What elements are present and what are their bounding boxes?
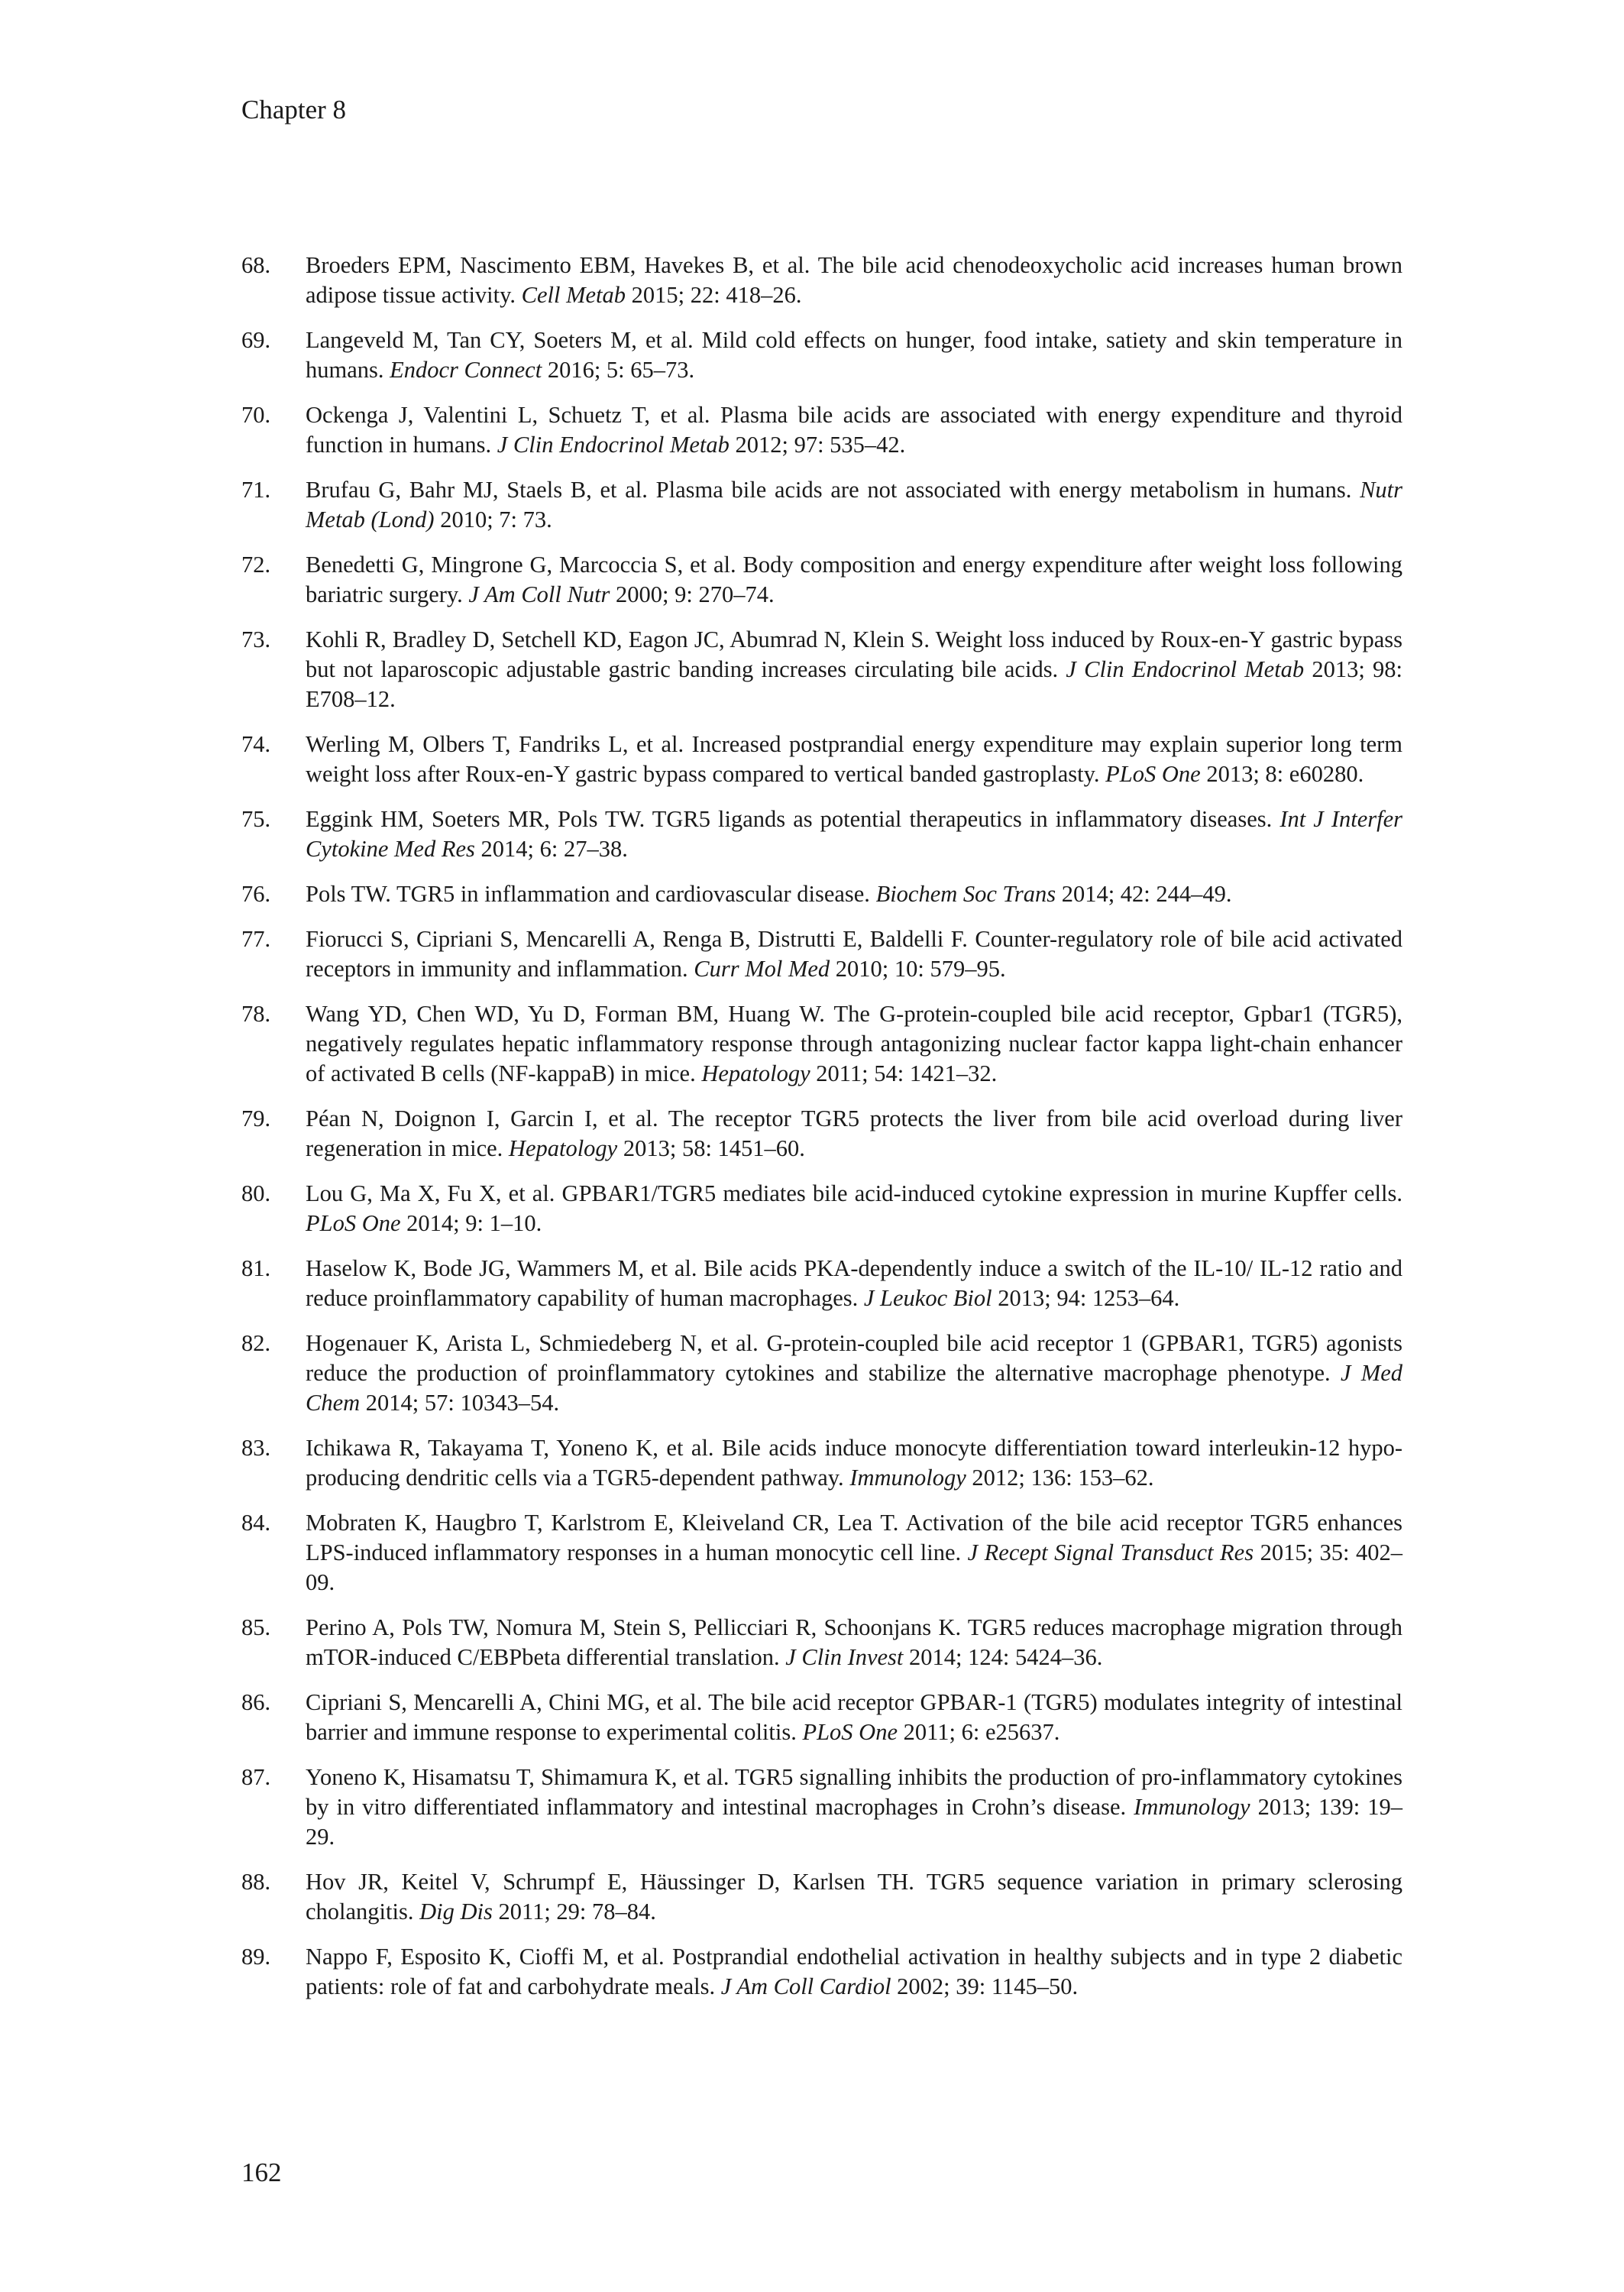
reference-text: [306, 550, 1402, 610]
reference-item: [241, 1508, 1402, 1598]
reference-journal: PLoS One: [306, 1210, 401, 1236]
reference-text: [306, 999, 1402, 1089]
reference-journal: J Clin Endocrinol Metab: [1066, 656, 1305, 682]
reference-text: [306, 1688, 1402, 1747]
reference-citation: 2014; 124: 5424–36.: [903, 1644, 1103, 1670]
reference-body: Wang YD, Chen WD, Yu D, Forman BM, Huang W. The G-protein-coupled bile acid receptor, Gpbar1 (TGR5), negatively regulates hepatic inflammatory response through antagonizing nuclear factor kappa light-chain enhancer of activated B cells (NF-kappaB) in mice.: [306, 1001, 1402, 1086]
reference-body: Pols TW. TGR5 in inflammation and cardiovascular disease.: [306, 881, 876, 907]
reference-text: [306, 1942, 1402, 2002]
reference-body: Mobraten K, Haugbro T, Karlstrom E, Kleiveland CR, Lea T. Activation of the bile acid receptor TGR5 enhances LPS-induced inflammatory responses in a human monocytic cell line.: [306, 1510, 1402, 1565]
reference-number: 89.: [241, 1944, 271, 1970]
reference-body: Brufau G, Bahr MJ, Staels B, et al. Plasma bile acids are not associated with energy metabolism in humans.: [306, 477, 1360, 503]
reference-number: 69.: [241, 327, 271, 353]
reference-item: [241, 1613, 1402, 1672]
reference-body: Ichikawa R, Takayama T, Yoneno K, et al. Bile acids induce monocyte differentiation toward interleukin-12 hypo-producing dendritic cells via a TGR5-dependent pathway.: [306, 1435, 1402, 1491]
reference-text: [306, 730, 1402, 789]
reference-body: Nappo F, Esposito K, Cioffi M, et al. Postprandial endothelial activation in healthy subjects and in type 2 diabetic patients: role of fat and carbohydrate meals.: [306, 1944, 1402, 1999]
reference-item: [241, 804, 1402, 864]
reference-citation: 2016; 5: 65–73.: [542, 357, 695, 383]
reference-text: [306, 1179, 1402, 1238]
reference-citation: 2002; 39: 1145–50.: [891, 1973, 1079, 1999]
reference-text: [306, 1104, 1402, 1164]
reference-body: Benedetti G, Mingrone G, Marcoccia S, et al. Body composition and energy expenditure after weight loss following bariatric surgery.: [306, 552, 1402, 607]
reference-body: Langeveld M, Tan CY, Soeters M, et al. Mild cold effects on hunger, food intake, satiety and skin temperature in humans.: [306, 327, 1402, 383]
reference-citation: 2011; 6: e25637.: [898, 1719, 1060, 1745]
reference-number: 79.: [241, 1106, 271, 1131]
reference-body: Lou G, Ma X, Fu X, et al. GPBAR1/TGR5 mediates bile acid-induced cytokine expression in murine Kupffer cells.: [306, 1180, 1402, 1206]
reference-journal: J Recept Signal Transduct Res: [967, 1539, 1254, 1565]
reference-text: [306, 924, 1402, 984]
reference-journal: J Med Chem: [306, 1360, 1402, 1416]
reference-number: 77.: [241, 926, 271, 952]
reference-journal: Cell Metab: [521, 282, 626, 308]
reference-number: 71.: [241, 477, 271, 503]
reference-text: [306, 1254, 1402, 1313]
reference-item: [241, 1688, 1402, 1747]
reference-citation: 2011; 29: 78–84.: [492, 1899, 656, 1925]
reference-citation: 2013; 94: 1253–64.: [992, 1285, 1180, 1311]
reference-body: Kohli R, Bradley D, Setchell KD, Eagon JC, Abumrad N, Klein S. Weight loss induced by Roux-en-Y gastric bypass but not laparoscopic adjustable gastric banding increases circulating bile acids.: [306, 626, 1402, 682]
reference-text: [306, 804, 1402, 864]
reference-body: Werling M, Olbers T, Fandriks L, et al. Increased postprandial energy expenditure may explain superior long term weight loss after Roux-en-Y gastric bypass compared to vertical banded gastroplasty.: [306, 731, 1402, 787]
reference-item: [241, 1867, 1402, 1927]
reference-body: Fiorucci S, Cipriani S, Mencarelli A, Renga B, Distrutti E, Baldelli F. Counter-regulatory role of bile acid activated receptors in immunity and inflammation.: [306, 926, 1402, 982]
reference-number: 82.: [241, 1330, 271, 1356]
reference-item: [241, 879, 1402, 909]
reference-text: [306, 879, 1402, 909]
reference-journal: Immunology: [1134, 1794, 1250, 1820]
reference-item: [241, 730, 1402, 789]
reference-journal: J Leukoc Biol: [863, 1285, 992, 1311]
reference-journal: Dig Dis: [419, 1899, 493, 1925]
reference-item: [241, 325, 1402, 385]
reference-body: Broeders EPM, Nascimento EBM, Havekes B, et al. The bile acid chenodeoxycholic acid increases human brown adipose tissue activity.: [306, 252, 1402, 308]
reference-item: [241, 550, 1402, 610]
reference-journal: Biochem Soc Trans: [875, 881, 1056, 907]
reference-journal: Endocr Connect: [390, 357, 542, 383]
reference-item: [241, 1433, 1402, 1493]
reference-citation: 2014; 9: 1–10.: [400, 1210, 542, 1236]
reference-journal: J Am Coll Nutr: [468, 581, 610, 607]
reference-item: [241, 1763, 1402, 1852]
reference-text: [306, 1508, 1402, 1598]
reference-body: Eggink HM, Soeters MR, Pols TW. TGR5 ligands as potential therapeutics in inflammatory diseases.: [306, 806, 1280, 832]
reference-citation: 2013; 139: 19–29.: [306, 1794, 1402, 1850]
reference-number: 83.: [241, 1435, 271, 1461]
reference-citation: 2013; 58: 1451–60.: [617, 1135, 805, 1161]
reference-number: 87.: [241, 1764, 271, 1790]
reference-body: Yoneno K, Hisamatsu T, Shimamura K, et al. TGR5 signalling inhibits the production of pro-inflammatory cytokines by in vitro differentiated inflammatory and intestinal macrophages in Crohn’s disease.: [306, 1764, 1402, 1820]
reference-citation: 2015; 35: 402–09.: [306, 1539, 1402, 1595]
reference-text: [306, 1613, 1402, 1672]
reference-number: 80.: [241, 1180, 271, 1206]
reference-citation: 2013; 98: E708–12.: [306, 656, 1402, 712]
reference-item: [241, 999, 1402, 1089]
reference-number: 85.: [241, 1614, 271, 1640]
reference-journal: J Clin Endocrinol Metab: [497, 432, 730, 458]
reference-journal: Curr Mol Med: [694, 956, 830, 982]
reference-citation: 2011; 54: 1421–32.: [810, 1060, 998, 1086]
reference-citation: 2010; 7: 73.: [434, 507, 552, 533]
reference-journal: Int J Interfer Cytokine Med Res: [306, 806, 1403, 862]
reference-text: [306, 1867, 1402, 1927]
reference-body: Ockenga J, Valentini L, Schuetz T, et al. Plasma bile acids are associated with energy expenditure and thyroid function in humans.: [306, 402, 1402, 458]
reference-number: 81.: [241, 1255, 271, 1281]
reference-item: [241, 475, 1402, 535]
reference-number: 86.: [241, 1689, 271, 1715]
reference-number: 70.: [241, 402, 271, 428]
reference-journal: PLoS One: [802, 1719, 898, 1745]
reference-number: 72.: [241, 552, 271, 578]
reference-journal: J Clin Invest: [785, 1644, 904, 1670]
reference-item: [241, 1942, 1402, 2002]
reference-item: [241, 1329, 1402, 1418]
reference-number: 68.: [241, 252, 271, 278]
reference-number: 88.: [241, 1869, 271, 1895]
reference-list: [241, 251, 1402, 2017]
reference-body: Haselow K, Bode JG, Wammers M, et al. Bile acids PKA-dependently induce a switch of the IL-10/ IL-12 ratio and reduce proinflammatory capability of human macrophages.: [306, 1255, 1402, 1311]
reference-number: 73.: [241, 626, 271, 652]
reference-citation: 2012; 97: 535–42.: [729, 432, 906, 458]
reference-citation: 2012; 136: 153–62.: [966, 1465, 1154, 1491]
reference-item: [241, 251, 1402, 310]
reference-number: 74.: [241, 731, 271, 757]
reference-body: Péan N, Doignon I, Garcin I, et al. The receptor TGR5 protects the liver from bile acid overload during liver regeneration in mice.: [306, 1106, 1402, 1161]
running-head: Chapter 8: [241, 95, 347, 125]
reference-item: [241, 924, 1402, 984]
reference-journal: PLoS One: [1105, 761, 1201, 787]
reference-text: [306, 400, 1402, 460]
reference-number: 75.: [241, 806, 271, 832]
reference-item: [241, 400, 1402, 460]
reference-citation: 2010; 10: 579–95.: [830, 956, 1006, 982]
reference-body: Hogenauer K, Arista L, Schmiedeberg N, et al. G-protein-coupled bile acid receptor 1 (GPBAR1, TGR5) agonists reduce the production of proinflammatory cytokines and stabilize the alternative macrophage phenotype.: [306, 1330, 1402, 1386]
page-number: 162: [241, 2158, 282, 2187]
reference-number: 76.: [241, 881, 271, 907]
reference-text: [306, 1329, 1402, 1418]
reference-text: [306, 1433, 1402, 1493]
reference-item: [241, 1179, 1402, 1238]
reference-journal: J Am Coll Cardiol: [720, 1973, 891, 1999]
reference-citation: 2013; 8: e60280.: [1200, 761, 1364, 787]
reference-journal: Hepatology: [701, 1060, 810, 1086]
reference-text: [306, 251, 1402, 310]
reference-text: [306, 325, 1402, 385]
reference-citation: 2000; 9: 270–74.: [610, 581, 775, 607]
reference-body: Cipriani S, Mencarelli A, Chini MG, et al. The bile acid receptor GPBAR-1 (TGR5) modulates integrity of intestinal barrier and immune response to experimental colitis.: [306, 1689, 1402, 1745]
reference-number: 78.: [241, 1001, 271, 1027]
reference-citation: 2014; 57: 10343–54.: [360, 1390, 560, 1416]
reference-item: [241, 1254, 1402, 1313]
reference-body: Perino A, Pols TW, Nomura M, Stein S, Pellicciari R, Schoonjans K. TGR5 reduces macrophage migration through mTOR-induced C/EBPbeta differential translation.: [306, 1614, 1402, 1670]
reference-text: [306, 625, 1402, 714]
reference-citation: 2014; 6: 27–38.: [474, 836, 628, 862]
reference-journal: Immunology: [849, 1465, 966, 1491]
reference-text: [306, 1763, 1402, 1852]
reference-citation: 2014; 42: 244–49.: [1056, 881, 1232, 907]
reference-text: [306, 475, 1402, 535]
reference-item: [241, 1104, 1402, 1164]
reference-number: 84.: [241, 1510, 271, 1536]
reference-item: [241, 625, 1402, 714]
reference-body: Hov JR, Keitel V, Schrumpf E, Häussinger D, Karlsen TH. TGR5 sequence variation in primary sclerosing cholangitis.: [306, 1869, 1402, 1925]
reference-journal: Nutr Metab (Lond): [306, 477, 1402, 533]
reference-journal: Hepatology: [508, 1135, 618, 1161]
reference-citation: 2015; 22: 418–26.: [626, 282, 802, 308]
